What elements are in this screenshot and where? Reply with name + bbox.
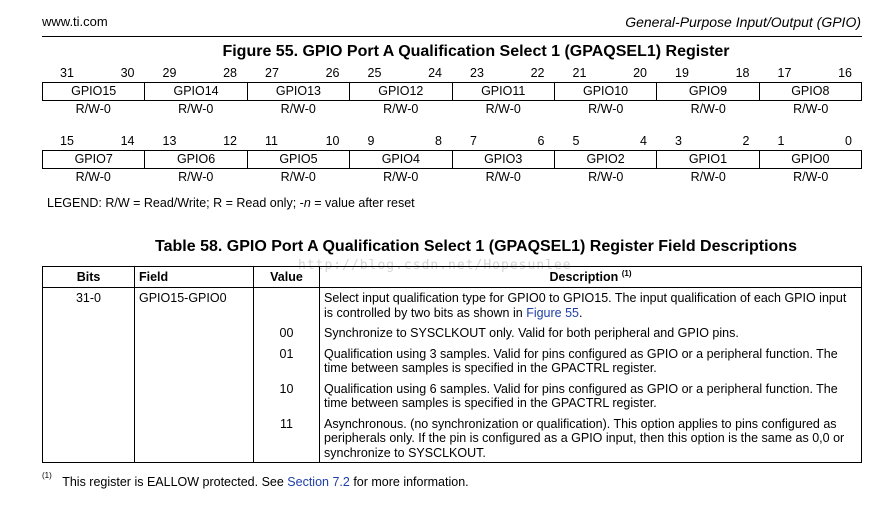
- table-row: [43, 382, 862, 411]
- bit-number: 10: [325, 134, 340, 148]
- bit-number: 8: [435, 134, 442, 148]
- access-type: R/W-0: [485, 170, 521, 184]
- bit-number: 16: [838, 66, 852, 80]
- access-types: [42, 169, 862, 185]
- legend: LEGEND: R/W = Read/Write; R = Read only; -n = value after reset: [47, 196, 415, 210]
- bit-number: 28: [223, 66, 237, 80]
- register-field: GPIO11: [453, 83, 555, 100]
- bit-number: 23: [470, 66, 484, 80]
- description-cell: Qualification using 3 samples. Valid for pins configured as GPIO or a peripheral function. The time between samples is specified in the GPACTRL register.: [320, 347, 862, 376]
- bit-numbers: [42, 66, 862, 82]
- col-header-field: Field: [135, 267, 254, 288]
- access-type: R/W-0: [280, 170, 316, 184]
- bit-number: 27: [265, 66, 279, 80]
- access-type: R/W-0: [75, 102, 111, 116]
- bit-number: 12: [223, 134, 237, 148]
- bit-number: 3: [675, 134, 682, 148]
- bit-number: 15: [60, 134, 74, 148]
- table-row: [43, 347, 862, 376]
- col-header-description: Description $^{(1)}$: [320, 267, 862, 288]
- header-rule: [42, 36, 862, 37]
- bit-number: 21: [572, 66, 587, 80]
- value-cell: 00: [254, 326, 320, 341]
- bit-number: 17: [777, 66, 792, 80]
- footnote: $^{(1)}$ This register is EALLOW protected. See Section 7.2 for more information.: [42, 471, 469, 490]
- table-row: [43, 417, 862, 463]
- access-type: R/W-0: [280, 102, 316, 116]
- bit-number: 22: [530, 66, 545, 80]
- bit-number: 30: [120, 66, 135, 80]
- access-type: R/W-0: [690, 170, 726, 184]
- register-field: GPIO4: [350, 151, 452, 168]
- register-field: GPIO5: [248, 151, 350, 168]
- bit-number: 26: [325, 66, 340, 80]
- register-field: GPIO0: [791, 152, 830, 166]
- access-type: R/W-0: [178, 102, 214, 116]
- register-row-upper: [42, 66, 862, 117]
- bit-number: 2: [742, 134, 750, 148]
- register-field: GPIO15: [43, 83, 145, 100]
- access-type: R/W-0: [793, 102, 829, 116]
- table-row: [43, 288, 862, 321]
- access-type: R/W-0: [588, 102, 624, 116]
- bit-number: 25: [367, 66, 382, 80]
- access-type: R/W-0: [588, 170, 624, 184]
- value-cell: 11: [254, 417, 320, 463]
- bit-number: 31: [60, 66, 74, 80]
- register-field: GPIO10: [555, 83, 657, 100]
- register-fields: [42, 82, 862, 101]
- bit-number: 6: [537, 134, 545, 148]
- access-types: [42, 101, 862, 117]
- bit-number: 7: [470, 134, 477, 148]
- table-row: [43, 326, 862, 341]
- section-link[interactable]: Section 7.2: [287, 475, 350, 490]
- section-title: General-Purpose Input/Output (GPIO): [625, 14, 861, 30]
- value-cell: 01: [254, 347, 320, 376]
- bit-number: 20: [633, 66, 647, 80]
- bit-number: 18: [735, 66, 750, 80]
- bit-number: 11: [265, 134, 278, 148]
- table-title: Table 58. GPIO Port A Qualification Select 1 (GPAQSEL1) Register Field Descriptions: [155, 238, 797, 255]
- register-field: GPIO1: [657, 151, 759, 168]
- bit-number: 1: [777, 134, 785, 148]
- register-field: GPIO12: [350, 83, 452, 100]
- access-type: R/W-0: [485, 102, 521, 116]
- figure-link[interactable]: Figure 55: [526, 305, 579, 320]
- register-field: GPIO14: [145, 83, 247, 100]
- register-field: GPIO8: [791, 84, 830, 98]
- bit-number: 9: [367, 134, 375, 148]
- description-cell: Asynchronous. (no synchronization or qualification). This option applies to pins configured as peripherals only. If the pin is configured as a GPIO input, then this option is the same as 0,0 or synchronize to SYSCLKOUT.: [320, 417, 862, 463]
- field-description-table: [42, 266, 862, 463]
- register-field: GPIO3: [453, 151, 555, 168]
- bit-number: 13: [162, 134, 177, 148]
- register-field: GPIO6: [145, 151, 247, 168]
- bits-cell: 31-0: [43, 288, 135, 321]
- access-type: R/W-0: [383, 170, 419, 184]
- register-field: GPIO13: [248, 83, 350, 100]
- register-row-lower: [42, 134, 862, 185]
- col-header-value: Value: [254, 267, 320, 288]
- access-type: R/W-0: [383, 102, 419, 116]
- watermark: http://blog.csdn.net/Hopesunlee: [298, 258, 572, 273]
- bit-number: 19: [675, 66, 689, 80]
- bit-number: 29: [162, 66, 177, 80]
- description-cell: Qualification using 6 samples. Valid for pins configured as GPIO or a peripheral function. The time between samples is specified in the GPACTRL register.: [320, 382, 862, 411]
- bit-number: 24: [428, 66, 442, 80]
- value-cell: 10: [254, 382, 320, 411]
- access-type: R/W-0: [690, 102, 726, 116]
- bit-number: 0: [845, 134, 852, 148]
- register-field: GPIO9: [657, 83, 759, 100]
- bit-number: 4: [640, 134, 647, 148]
- description-cell: Synchronize to SYSCLKOUT only. Valid for both peripheral and GPIO pins.: [320, 326, 862, 341]
- bit-number: 5: [572, 134, 580, 148]
- access-type: R/W-0: [75, 170, 111, 184]
- register-field: GPIO7: [43, 151, 145, 168]
- bit-number: 14: [120, 134, 135, 148]
- intro-description: Select input qualification type for GPIO0 to GPIO15. The input qualification of each GPIO input is controlled by two bits as shown in Figure 55.: [320, 288, 862, 321]
- figure-title: Figure 55. GPIO Port A Qualification Select 1 (GPAQSEL1) Register: [222, 43, 730, 60]
- register-fields: [42, 150, 862, 169]
- register-field: GPIO2: [555, 151, 657, 168]
- bit-numbers: [42, 134, 862, 150]
- access-type: R/W-0: [178, 170, 214, 184]
- col-header-bits: Bits: [43, 267, 135, 288]
- access-type: R/W-0: [793, 170, 829, 184]
- field-cell: GPIO15-GPIO0: [135, 288, 254, 321]
- site-url[interactable]: www.ti.com: [42, 14, 108, 29]
